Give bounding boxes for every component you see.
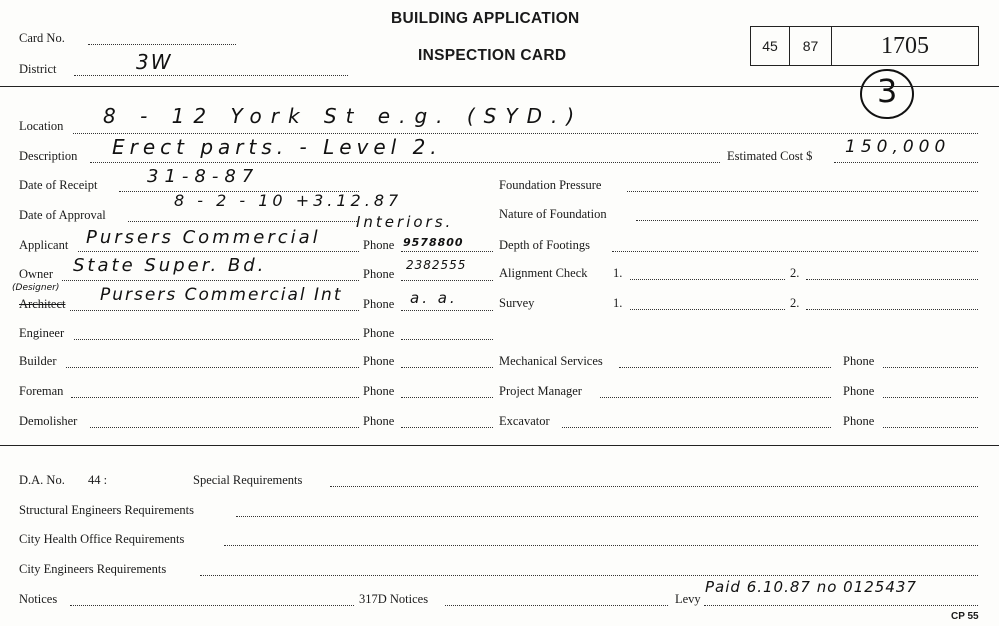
owner-field[interactable]	[62, 280, 359, 281]
foreman-phone-field[interactable]	[401, 397, 493, 398]
city-health-label: City Health Office Requirements	[19, 532, 185, 546]
form-code: CP 55	[951, 611, 979, 622]
notices-label: Notices	[19, 592, 58, 606]
levy-field[interactable]	[704, 605, 978, 606]
builder-label: Builder	[19, 354, 57, 368]
special-requirements-label: Special Requirements	[193, 473, 303, 487]
location-value: 8 - 12 York St e.g. (SYD.)	[103, 104, 584, 128]
city-engineers-label: City Engineers Requirements	[19, 562, 167, 576]
description-value: Erect parts. - Level 2.	[112, 135, 442, 159]
foreman-phone-label: Phone	[363, 384, 395, 398]
engineer-phone-label: Phone	[363, 326, 395, 340]
description-label: Description	[19, 149, 78, 163]
card-number-box: 1705	[831, 26, 979, 66]
demolisher-phone-field[interactable]	[401, 427, 493, 428]
title-line-1: BUILDING APPLICATION	[391, 10, 580, 27]
demolisher-field[interactable]	[90, 427, 359, 428]
survey-field-2[interactable]	[806, 309, 978, 310]
location-label: Location	[19, 119, 64, 133]
circled-number: 3	[877, 72, 898, 110]
date-of-receipt-label: Date of Receipt	[19, 178, 98, 192]
da-no-value: 44 :	[88, 473, 108, 487]
builder-phone-label: Phone	[363, 354, 395, 368]
owner-phone-label: Phone	[363, 267, 395, 281]
header-divider	[0, 86, 999, 87]
applicant-phone-value: 9578800	[403, 236, 464, 249]
estimated-cost-value: 150,000	[845, 137, 951, 157]
mechanical-services-label: Mechanical Services	[499, 354, 603, 368]
notices-317d-label: 317D Notices	[359, 592, 429, 606]
estimated-cost-label: Estimated Cost $	[727, 149, 813, 163]
applicant-phone-field[interactable]	[401, 251, 493, 252]
foundation-pressure-label: Foundation Pressure	[499, 178, 602, 192]
demolisher-phone-label: Phone	[363, 414, 395, 428]
engineer-field[interactable]	[74, 339, 359, 340]
nature-of-foundation-label: Nature of Foundation	[499, 207, 607, 221]
alignment-check-field-1[interactable]	[630, 279, 785, 280]
foreman-field[interactable]	[71, 397, 359, 398]
district-label: District	[19, 62, 57, 76]
owner-value: State Super. Bd.	[73, 255, 267, 276]
project-manager-phone-label: Phone	[843, 384, 875, 398]
excavator-phone-field[interactable]	[883, 427, 978, 428]
title-line-2: INSPECTION CARD	[418, 47, 567, 64]
date-of-receipt-value: 31-8-87	[147, 166, 260, 187]
notices-field[interactable]	[70, 605, 354, 606]
designer-annotation: (Designer)	[12, 283, 60, 293]
description-field[interactable]	[90, 162, 720, 163]
da-no-label: D.A. No.	[19, 473, 65, 487]
city-health-field[interactable]	[224, 545, 978, 546]
foreman-label: Foreman	[19, 384, 64, 398]
survey-field-1[interactable]	[630, 309, 785, 310]
structural-engineers-field[interactable]	[236, 516, 978, 517]
alignment-check-num-1: 1.	[613, 266, 623, 280]
mechanical-services-phone-label: Phone	[843, 354, 875, 368]
survey-num-2: 2.	[790, 296, 800, 310]
excavator-field[interactable]	[562, 427, 831, 428]
applicant-field[interactable]	[78, 251, 359, 252]
architect-field[interactable]	[70, 310, 359, 311]
estimated-cost-field[interactable]	[834, 162, 978, 163]
applicant-label: Applicant	[19, 238, 69, 252]
builder-field[interactable]	[66, 367, 359, 368]
location-field[interactable]	[73, 133, 978, 134]
project-manager-phone-field[interactable]	[883, 397, 978, 398]
card-no-label: Card No.	[19, 31, 65, 45]
architect-phone-field[interactable]	[401, 310, 493, 311]
date-of-approval-value: 8 - 2 - 10 +3.12.87	[174, 191, 403, 210]
architect-label: Architect	[19, 297, 66, 311]
demolisher-label: Demolisher	[19, 414, 78, 428]
mechanical-services-phone-field[interactable]	[883, 367, 978, 368]
district-value: 3W	[136, 50, 173, 74]
foundation-pressure-field[interactable]	[627, 191, 978, 192]
depth-of-footings-field[interactable]	[612, 251, 978, 252]
card-no-field[interactable]	[88, 44, 236, 45]
section-divider	[0, 445, 999, 446]
architect-phone-value: a. a.	[410, 289, 458, 307]
engineer-label: Engineer	[19, 326, 65, 340]
date-of-approval-field[interactable]	[128, 221, 359, 222]
district-field[interactable]	[74, 75, 348, 76]
card-box-b: 87	[789, 26, 832, 66]
notices-317d-field[interactable]	[445, 605, 668, 606]
depth-of-footings-label: Depth of Footings	[499, 238, 590, 252]
owner-phone-field[interactable]	[401, 280, 493, 281]
applicant-phone-label: Phone	[363, 238, 395, 252]
architect-phone-label: Phone	[363, 297, 395, 311]
project-manager-field[interactable]	[600, 397, 831, 398]
survey-label: Survey	[499, 296, 535, 310]
engineer-phone-field[interactable]	[401, 339, 493, 340]
city-engineers-field[interactable]	[200, 575, 978, 576]
survey-num-1: 1.	[613, 296, 623, 310]
owner-label: Owner	[19, 267, 54, 281]
levy-label: Levy	[675, 592, 701, 606]
alignment-check-label: Alignment Check	[499, 266, 588, 280]
mechanical-services-field[interactable]	[619, 367, 831, 368]
applicant-value: Pursers Commercial	[86, 227, 321, 248]
excavator-label: Excavator	[499, 414, 550, 428]
alignment-check-field-2[interactable]	[806, 279, 978, 280]
special-requirements-field[interactable]	[330, 486, 978, 487]
owner-phone-value: 2382555	[406, 258, 467, 272]
alignment-check-num-2: 2.	[790, 266, 800, 280]
nature-of-foundation-field[interactable]	[636, 220, 978, 221]
levy-value: Paid 6.10.87 no 0125437	[705, 578, 917, 596]
excavator-phone-label: Phone	[843, 414, 875, 428]
structural-engineers-label: Structural Engineers Requirements	[19, 503, 194, 517]
builder-phone-field[interactable]	[401, 367, 493, 368]
date-of-approval-label: Date of Approval	[19, 208, 106, 222]
project-manager-label: Project Manager	[499, 384, 582, 398]
architect-value: Pursers Commercial Int	[100, 285, 343, 305]
card-box-a: 45	[750, 26, 790, 66]
applicant-extra-value: Interiors.	[356, 213, 454, 231]
